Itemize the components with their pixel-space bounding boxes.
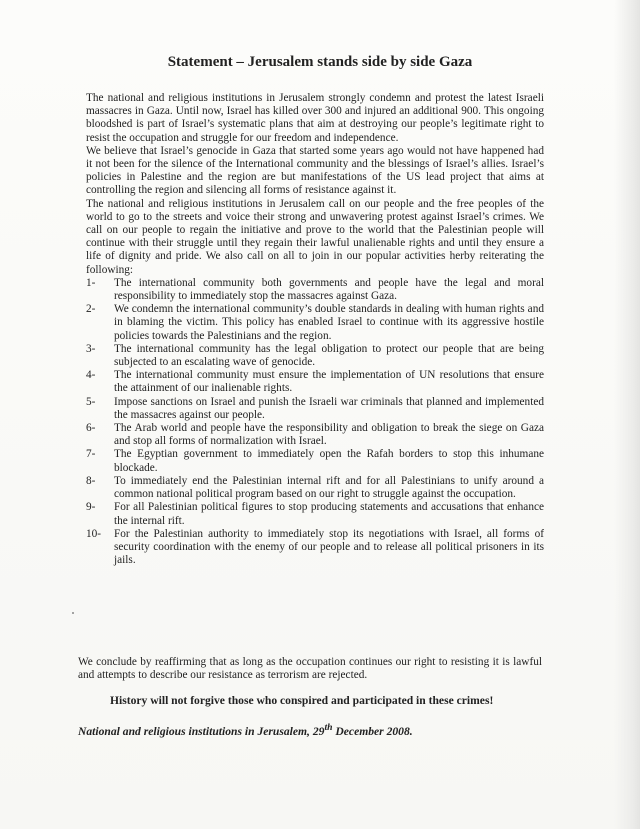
paragraph-call-to-protest: The national and religious institutions in Jerusalem call on our people and the free peoples of the world to go to the streets and voice their strong and unwavering protest against Israel’s crimes. We call on our people to regain the initiative and prove to the world that the Palestinian people will continue with their struggle until they regain their lawful unalienable rights and until they ensure a life of dignity and pride. We also call on all to join in our popular activities herby reiterating the following: <box>86 197 544 276</box>
list-item <box>84 277 544 303</box>
list-item <box>84 475 544 501</box>
list-item <box>84 369 544 395</box>
list-item-text: We condemn the international community’s double standards in dealing with human rights and in blaming the victim. This policy has enabled Israel to continue with its aggressive hostile policies towards the Palestinians and the region. <box>114 303 544 342</box>
list-item-text: For the Palestinian authority to immediately stop its negotiations with Israel, all forms of security coordination with the enemy of our people and to release all political prisoners in its jails. <box>114 527 544 567</box>
list-item-text: The international community has the legal obligation to protect our people that are being subjected to an escalating wave of genocide. <box>114 342 544 369</box>
list-item <box>84 303 544 343</box>
list-item <box>84 448 544 474</box>
list-item-text: The Egyptian government to immediately open the Rafah borders to stop this inhumane blockade. <box>114 448 544 474</box>
list-item-text: The Arab world and people have the responsibility and obligation to break the siege on Gaza and stop all forms of normalization with Israel. <box>114 422 544 448</box>
list-item-number: 1- <box>86 276 96 289</box>
signature-date-rest: December 2008. <box>332 724 413 738</box>
list-item-text: To immediately end the Palestinian internal rift and for all Palestinians to unify around a common national political program based on our right to struggle against the occupation. <box>114 474 544 501</box>
list-item-text: The international community must ensure the implementation of UN resolutions that ensure the attainment of our inalienable rights. <box>114 369 544 395</box>
paragraph-condemnation: The national and religious institutions in Jerusalem strongly condemn and protest the latest Israeli massacres in Gaza. Until now, Israel has killed over 300 and injured an additional 900. This ongoing bloodshed is part of Israel’s systematic plans that aim at destroying our people’s legitimate right to resist the occupation and struggle for our freedom and independence. <box>86 92 544 144</box>
statement-title: Statement – Jerusalem stands side by side Gaza <box>167 54 473 70</box>
list-item-number: 8- <box>86 474 96 487</box>
list-item-text: Impose sanctions on Israel and punish the Israeli war criminals that planned and implemented the massacres against our people. <box>114 395 544 421</box>
list-item-text: The international community both governments and people have the legal and moral responsibility to immediately stop the massacres against Gaza. <box>114 276 544 303</box>
list-item-number: 6- <box>86 422 96 435</box>
demands-list <box>86 277 544 567</box>
list-item-number: 10- <box>86 527 102 540</box>
signature-text: National and religious institutions in Jerusalem, 29 <box>78 724 325 738</box>
list-item-text: For all Palestinian political figures to stop producing statements and accusations that enhance the internal rift. <box>114 501 544 527</box>
list-item <box>84 343 544 369</box>
list-item-number: 4- <box>86 369 96 382</box>
conclusion-paragraph: We conclude by reaffirming that as long as the occupation continues our right to resisting it is lawful and attempts to describe our resistance as terrorism are rejected. <box>78 656 542 682</box>
list-item <box>84 528 544 568</box>
scan-edge-shadow <box>614 0 640 829</box>
list-item <box>84 501 544 527</box>
signature-line <box>78 722 538 738</box>
list-item-number: 5- <box>86 395 96 408</box>
statement-body <box>86 92 544 567</box>
list-item <box>84 396 544 422</box>
list-item-number: 9- <box>86 501 96 514</box>
signature-date-suffix: th <box>324 722 333 733</box>
list-item-number: 7- <box>86 448 96 461</box>
scan-speck <box>72 612 74 614</box>
list-item-number: 3- <box>86 342 96 355</box>
paragraph-international-silence: We believe that Israel’s genocide in Gaza that started some years ago would not have happened had it not been for the silence of the International community and the blessings of Israel’s allies. Israel’s policies in Palestine and the region are but manifestations of the US lead project that aims at controlling the region and silencing all forms of resistance against it. <box>86 144 544 197</box>
closing-statement: History will not forgive those who conspired and participated in these crimes! <box>110 694 494 707</box>
list-item <box>84 422 544 448</box>
list-item-number: 2- <box>86 303 96 316</box>
